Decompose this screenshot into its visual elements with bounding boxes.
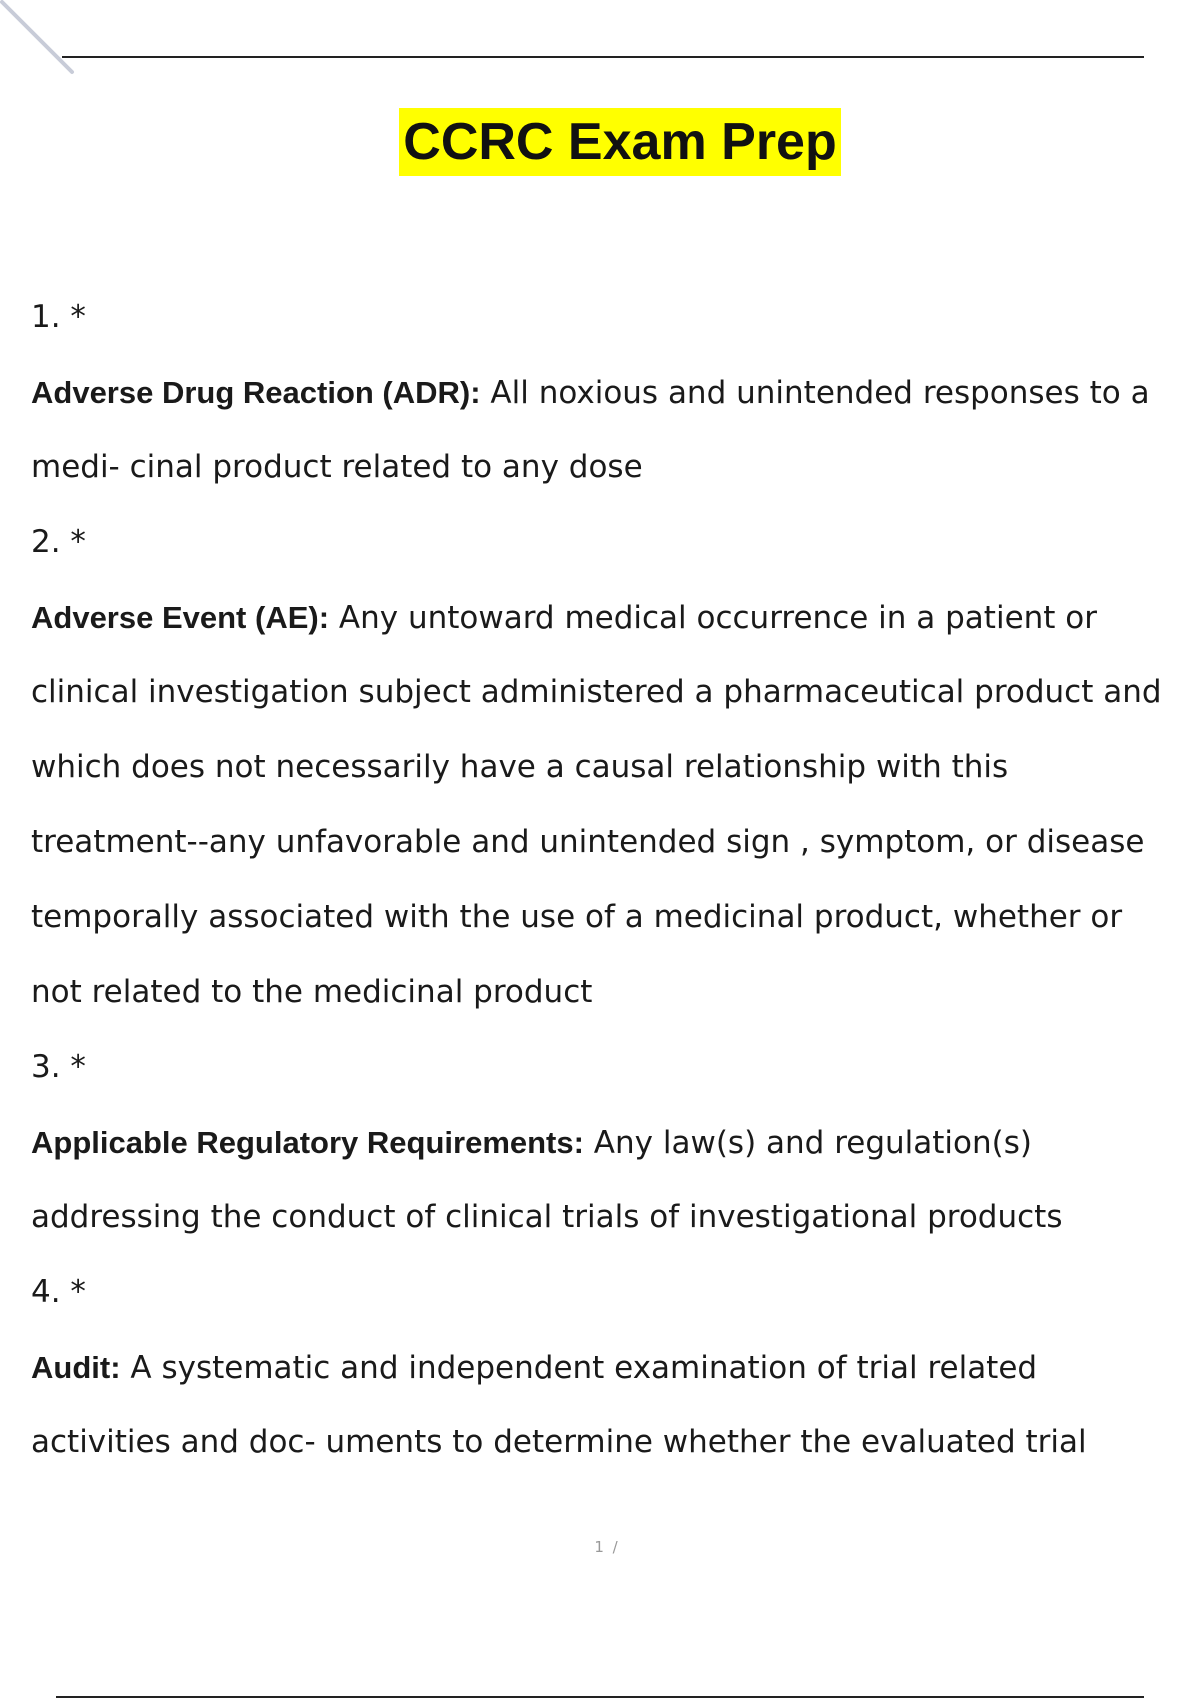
entry-number: 4. * xyxy=(31,1274,86,1310)
entry-body xyxy=(31,1330,1200,1480)
entry-line xyxy=(31,1105,1200,1180)
document-title: CCRC Exam Prep xyxy=(399,108,840,176)
entry-term: Applicable Regulatory Requirements: xyxy=(31,1125,584,1160)
entry-definition-text: Any untoward medical occurrence in a patient or xyxy=(329,600,1098,636)
page-number: 1 / xyxy=(594,1538,620,1556)
entry-number: 3. * xyxy=(31,1049,86,1085)
entry-definition-text: All noxious and unintended responses to a xyxy=(480,375,1150,411)
glossary-entry xyxy=(31,505,1200,1030)
entry-definition-text: A systematic and independent examination of trial related xyxy=(120,1350,1038,1386)
entry-line: not related to the medicinal product xyxy=(31,974,593,1010)
entry-line: activities and doc- uments to determine whether the evaluated trial xyxy=(31,1424,1087,1460)
entry-number: 1. * xyxy=(31,299,86,335)
entry-term: Audit: xyxy=(31,1350,121,1385)
entry-term: Adverse Event (AE): xyxy=(31,600,330,635)
glossary-entries xyxy=(31,280,1200,1480)
entry-body xyxy=(31,355,1200,505)
page-corner-fold-mark xyxy=(0,0,80,80)
entry-body xyxy=(31,1105,1200,1255)
glossary-entry xyxy=(31,1030,1200,1255)
entry-line: medi- cinal product related to any dose xyxy=(31,449,643,485)
entry-term: Adverse Drug Reaction (ADR): xyxy=(31,375,481,410)
header-rule xyxy=(62,56,1144,58)
entry-definition-text: Any law(s) and regulation(s) xyxy=(583,1125,1032,1161)
title-block xyxy=(0,108,1200,176)
entry-body xyxy=(31,580,1200,1030)
entry-line xyxy=(31,355,1200,430)
entry-number: 2. * xyxy=(31,524,86,560)
entry-line: temporally associated with the use of a medicinal product, whether or xyxy=(31,899,1123,935)
footer-rule xyxy=(56,1696,1144,1698)
entry-line xyxy=(31,580,1200,655)
entry-line: which does not necessarily have a causal relationship with this xyxy=(31,749,1009,785)
entry-line: treatment--any unfavorable and unintended sign , symptom, or disease xyxy=(31,824,1145,860)
glossary-entry xyxy=(31,280,1200,505)
glossary-entry xyxy=(31,1255,1200,1480)
entry-line xyxy=(31,1330,1200,1405)
entry-line: addressing the conduct of clinical trials of investigational products xyxy=(31,1199,1063,1235)
entry-line: clinical investigation subject administered a pharmaceutical product and xyxy=(31,674,1162,710)
